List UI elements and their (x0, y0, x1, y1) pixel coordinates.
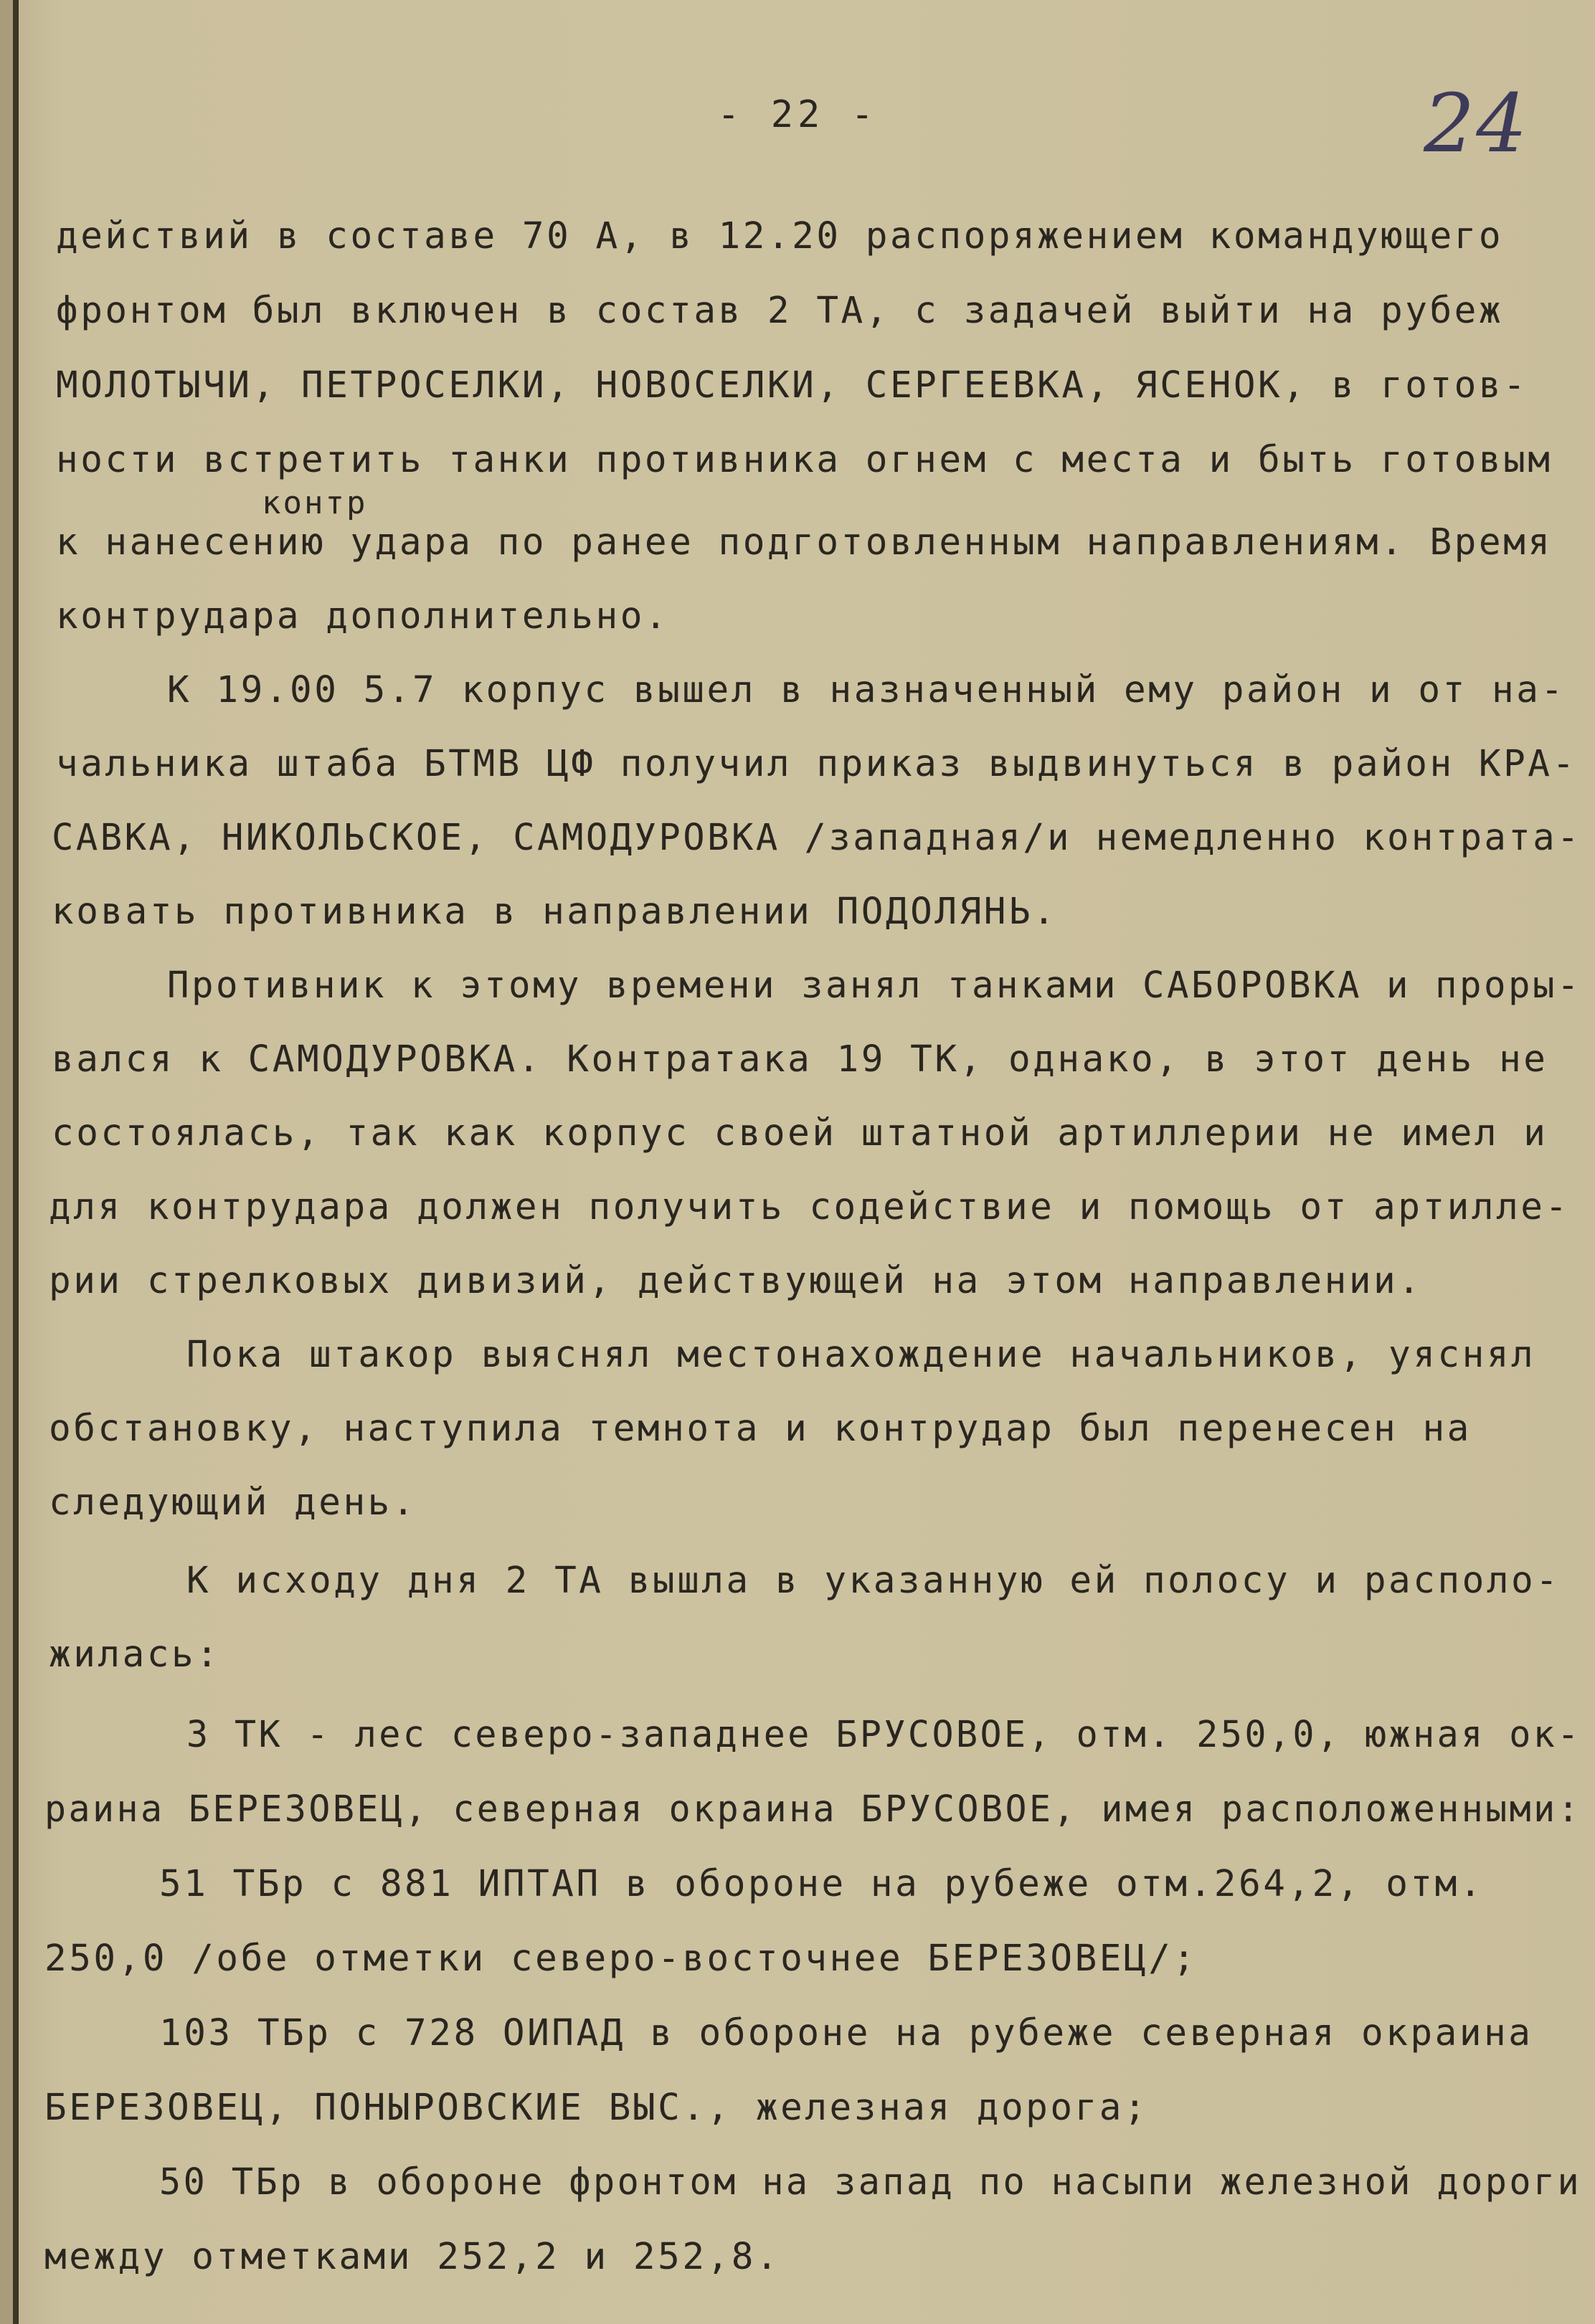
text-line-4: ности встретить танки противника огнем с места и быть готовым (56, 439, 1553, 481)
text-line-14: для контрудара должен получить содействие и помощь от артилле- (49, 1186, 1570, 1228)
page-left-edge (13, 0, 19, 2324)
text-line-24: 250,0 /обе отметки северо-восточнее БЕРЕЗОВЕЦ/; (44, 1938, 1198, 1980)
text-line-8: чальника штаба БТМВ ЦФ получил приказ выдвинуться в район КРА- (56, 743, 1577, 785)
text-line-10: ковать противника в направлении ПОДОЛЯНЬ. (52, 891, 1058, 933)
text-line-7: К 19.00 5.7 корпус вышел в назначенный ему район и от на- (167, 669, 1566, 711)
text-line-25: 103 ТБр с 728 ОИПАД в обороне на рубеже северная окраина (159, 2012, 1533, 2054)
text-line-2: фронтом был включен в состав 2 ТА, с задачей выйти на рубеж (56, 290, 1504, 332)
text-line-27: 50 ТБр в обороне фронтом на запад по насыпи железной дороги (159, 2161, 1582, 2204)
text-line-23: 51 ТБр с 881 ИПТАП в обороне на рубеже отм.264,2, отм. (159, 1863, 1485, 1905)
handwritten-insertion: контр (262, 485, 368, 521)
text-line-21: 3 ТК - лес северо-западнее БРУСОВОЕ, отм. 250,0, южная ок- (186, 1714, 1581, 1756)
text-line-12: вался к САМОДУРОВКА. Контратака 19 ТК, однако, в этот день не (52, 1038, 1548, 1081)
text-line-6: контрудара дополнительно. (56, 595, 670, 637)
text-line-20: жилась: (49, 1633, 221, 1676)
page-binding-margin (0, 0, 13, 2324)
text-line-19: К исходу дня 2 ТА вышла в указанную ей полосу и располо- (186, 1560, 1561, 1602)
text-line-16: Пока штакор выяснял местонахождение начальников, уяснял (186, 1334, 1536, 1376)
text-line-9: САВКА, НИКОЛЬСКОЕ, САМОДУРОВКА /западная/и немедленно контрата- (52, 817, 1581, 859)
text-line-5: к нанесению удара по ранее подготовленным направлениям. Время (56, 521, 1553, 564)
text-line-18: следующий день. (49, 1481, 417, 1524)
text-line-26: БЕРЕЗОВЕЦ, ПОНЫРОВСКИЕ ВЫС., железная дорога; (44, 2087, 1149, 2129)
text-line-28: между отметками 252,2 и 252,8. (44, 2236, 781, 2278)
text-line-1: действий в составе 70 А, в 12.20 распоряжением командующего (56, 215, 1504, 257)
text-line-15: рии стрелковых дивизий, действующей на этом направлении. (49, 1260, 1423, 1302)
text-line-13: состоялась, так как корпус своей штатной артиллерии не имел и (52, 1112, 1548, 1154)
text-line-22: раина БЕРЕЗОВЕЦ, северная окраина БРУСОВОЕ, имея расположенными: (44, 1788, 1582, 1831)
page-number: - 22 - (717, 93, 878, 136)
text-line-17: обстановку, наступила темнота и контрудар был перенесен на (49, 1408, 1472, 1450)
text-line-3: МОЛОТЫЧИ, ПЕТРОСЕЛКИ, НОВОСЕЛКИ, СЕРГЕЕВКА, ЯСЕНОК, в готов- (56, 364, 1528, 407)
handwritten-folio-number: 24 (1424, 77, 1529, 171)
text-line-11: Противник к этому времени занял танками САБОРОВКА и проры- (167, 964, 1581, 1007)
